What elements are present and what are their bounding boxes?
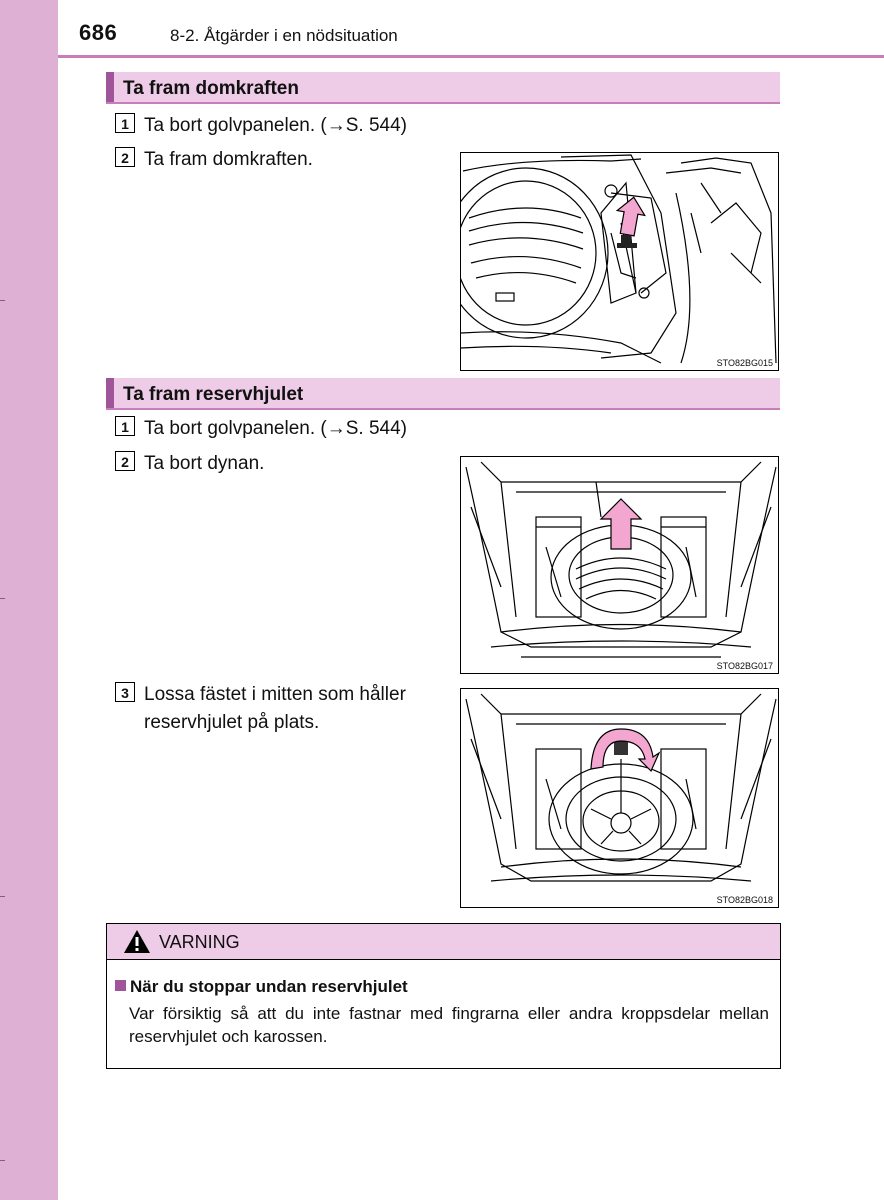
step-item bbox=[115, 450, 264, 478]
figure-code: STO82BG015 bbox=[716, 358, 773, 368]
figure-jack-storage bbox=[460, 152, 779, 371]
margin-tick bbox=[0, 598, 5, 599]
figure-code: STO82BG018 bbox=[716, 895, 773, 905]
cushion-illustration bbox=[461, 457, 779, 674]
warning-body: Var försiktig så att du inte fastnar med fingrarna eller andra kroppsdelar mellan reservhjulet och karossen. bbox=[129, 1004, 769, 1046]
step-text: Lossa fästet i mitten som håller reservhjulet på plats. bbox=[144, 684, 406, 733]
section-title: Ta fram reservhjulet bbox=[123, 384, 304, 405]
bullet-square-icon bbox=[115, 980, 126, 991]
figure-code: STO82BG017 bbox=[716, 661, 773, 671]
side-tab-bar bbox=[0, 0, 58, 1200]
warning-subtitle-text: När du stoppar undan reservhjulet bbox=[130, 977, 408, 996]
section-heading-jack bbox=[106, 72, 780, 104]
step-item bbox=[115, 415, 407, 443]
warning-label: VARNING bbox=[159, 932, 240, 952]
header-rule bbox=[58, 55, 884, 58]
clamp-illustration bbox=[461, 689, 779, 908]
heading-marker bbox=[106, 72, 114, 102]
jack-illustration bbox=[461, 153, 779, 371]
warning-box bbox=[106, 923, 781, 1069]
clamp-bolt bbox=[614, 741, 628, 755]
step-item bbox=[115, 112, 407, 140]
step-text: Ta bort golvpanelen. (→S. 544) bbox=[144, 115, 407, 136]
margin-tick bbox=[0, 896, 5, 897]
step-number: 1 bbox=[115, 113, 135, 133]
step-item bbox=[115, 681, 445, 737]
chapter-title: 8-2. Åtgärder i en nödsituation bbox=[170, 26, 398, 45]
step-text: Ta fram domkraften. bbox=[144, 149, 313, 170]
step-text: Ta bort golvpanelen. (→S. 544) bbox=[144, 418, 407, 439]
margin-tick bbox=[0, 1160, 5, 1161]
step-number: 3 bbox=[115, 682, 135, 702]
step-item bbox=[115, 146, 313, 174]
warning-triangle-icon bbox=[123, 929, 151, 954]
step-number: 2 bbox=[115, 451, 135, 471]
heading-marker bbox=[106, 378, 114, 408]
step-number: 1 bbox=[115, 416, 135, 436]
section-heading-spare bbox=[106, 378, 780, 410]
page-number: 686 bbox=[79, 20, 118, 45]
jack-shape bbox=[617, 235, 637, 248]
warning-subtitle bbox=[115, 977, 408, 997]
warning-header bbox=[107, 924, 780, 960]
figure-release-clamp bbox=[460, 688, 779, 908]
step-number: 2 bbox=[115, 147, 135, 167]
up-arrow-icon bbox=[601, 499, 641, 549]
step-text: Ta bort dynan. bbox=[144, 453, 265, 474]
figure-remove-cushion bbox=[460, 456, 779, 674]
section-title: Ta fram domkraften bbox=[123, 78, 299, 99]
up-arrow-icon bbox=[613, 195, 647, 237]
margin-tick bbox=[0, 300, 5, 301]
